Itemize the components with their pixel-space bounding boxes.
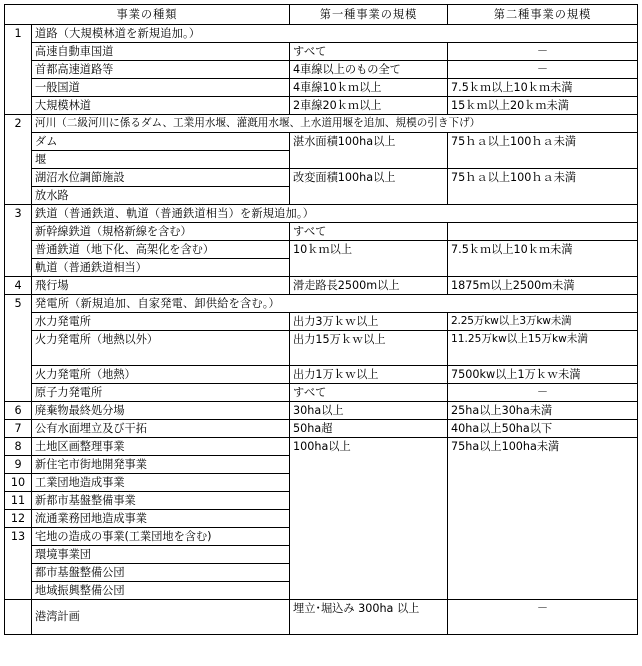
item-name: 湖沼水位調節施設 — [32, 169, 290, 187]
header-second: 第二種事業の規模 — [448, 5, 638, 25]
item-name: 高速自動車国道 — [32, 43, 290, 61]
table-row — [5, 61, 638, 79]
second-scale: 2.25万kw以上3万kw未満 — [448, 313, 638, 331]
item-name: 新幹線鉄道（規格新線を含む） — [32, 223, 290, 241]
category-title: 新住宅市街地開発事業 — [32, 456, 290, 474]
category-title: 宅地の造成の事業(工業団地を含む) — [32, 528, 290, 546]
category-title: 道路（大規模林道を新規追加。） — [32, 25, 638, 43]
row-number: 3 — [5, 205, 32, 277]
second-scale — [448, 223, 638, 241]
first-scale: 50ha超 — [290, 420, 448, 438]
category-title: 河川（二級河川に係るダム、工業用水堰、灌漑用水堰、上水道用堰を追加、規模の引き下げ） — [32, 115, 638, 133]
second-scale: － — [448, 600, 638, 635]
item-name: 地域振興整備公団 — [32, 582, 290, 600]
category-title: 港湾計画 — [32, 600, 290, 635]
item-name: 火力発電所（地熱以外） — [32, 331, 290, 366]
item-name: 環境事業団 — [32, 546, 290, 564]
category-title: 土地区画整理事業 — [32, 438, 290, 456]
table-row — [5, 43, 638, 61]
table-row — [5, 277, 638, 295]
second-scale: 11.25万kw以上15万kw未満 — [448, 331, 638, 366]
second-scale: 25ha以上30ha未満 — [448, 402, 638, 420]
table-row — [5, 402, 638, 420]
row-number: 11 — [5, 492, 32, 510]
item-name: 軌道（普通鉄道相当） — [32, 259, 290, 277]
row-number: 2 — [5, 115, 32, 205]
row-number: 1 — [5, 25, 32, 115]
row-number: 7 — [5, 420, 32, 438]
environmental-assessment-table — [4, 4, 638, 635]
second-scale: 1875m以上2500m未満 — [448, 277, 638, 295]
table-row — [5, 205, 638, 223]
first-scale: 10ｋｍ以上 — [290, 241, 448, 277]
second-scale: － — [448, 43, 638, 61]
table-row — [5, 384, 638, 402]
item-name: 首都高速道路等 — [32, 61, 290, 79]
row-number — [5, 600, 32, 635]
first-scale: 湛水面積100ha以上 — [290, 133, 448, 169]
row-number: 9 — [5, 456, 32, 474]
item-name: 一般国道 — [32, 79, 290, 97]
row-number: 8 — [5, 438, 32, 456]
table-row — [5, 600, 638, 635]
first-scale: すべて — [290, 223, 448, 241]
table-row — [5, 420, 638, 438]
item-name: 水力発電所 — [32, 313, 290, 331]
table-row — [5, 79, 638, 97]
second-scale: 75ｈａ以上100ｈａ未満 — [448, 169, 638, 205]
first-scale: 4車線以上のもの全て — [290, 61, 448, 79]
category-title: 発電所（新規追加、自家発電、卸供給を含む。） — [32, 295, 638, 313]
item-name: 原子力発電所 — [32, 384, 290, 402]
second-scale: 7.5ｋｍ以上10ｋｍ未満 — [448, 241, 638, 277]
item-name: 普通鉄道（地下化、高架化を含む） — [32, 241, 290, 259]
table-row — [5, 133, 638, 151]
row-number: 10 — [5, 474, 32, 492]
item-name: 放水路 — [32, 187, 290, 205]
first-scale: 30ha以上 — [290, 402, 448, 420]
second-scale: 15ｋｍ以上20ｋｍ未満 — [448, 97, 638, 115]
category-title: 鉄道（普通鉄道、軌道（普通鉄道相当）を新規追加。） — [32, 205, 638, 223]
table-row — [5, 25, 638, 43]
table-row — [5, 169, 638, 187]
table-row — [5, 97, 638, 115]
first-scale: すべて — [290, 43, 448, 61]
category-title: 公有水面埋立及び干拓 — [32, 420, 290, 438]
item-name: 大規模林道 — [32, 97, 290, 115]
table-row — [5, 223, 638, 241]
table-row — [5, 438, 638, 456]
table-row — [5, 313, 638, 331]
second-scale: 7500kw以上1万ｋｗ未満 — [448, 366, 638, 384]
row-number: 5 — [5, 295, 32, 402]
first-scale: 100ha以上 — [290, 438, 448, 600]
table-row — [5, 366, 638, 384]
category-title: 工業団地造成事業 — [32, 474, 290, 492]
category-title: 廃棄物最終処分場 — [32, 402, 290, 420]
table-row — [5, 241, 638, 259]
row-number: 12 — [5, 510, 32, 528]
row-number: 4 — [5, 277, 32, 295]
row-number: 6 — [5, 402, 32, 420]
second-scale: 7.5ｋｍ以上10ｋｍ未満 — [448, 79, 638, 97]
first-scale: 2車線20ｋｍ以上 — [290, 97, 448, 115]
table-row — [5, 331, 638, 366]
first-scale: 出力15万ｋｗ以上 — [290, 331, 448, 366]
item-name: 都市基盤整備公団 — [32, 564, 290, 582]
first-scale: 滑走路長2500m以上 — [290, 277, 448, 295]
item-name: ダム — [32, 133, 290, 151]
first-scale: 埋立･堀込み 300ha 以上 — [290, 600, 448, 635]
category-title: 流通業務団地造成事業 — [32, 510, 290, 528]
first-scale: 出力3万ｋｗ以上 — [290, 313, 448, 331]
item-name: 火力発電所（地熱） — [32, 366, 290, 384]
table-row — [5, 295, 638, 313]
second-scale: － — [448, 384, 638, 402]
second-scale: － — [448, 61, 638, 79]
second-scale: 75ha以上100ha未満 — [448, 438, 638, 600]
first-scale: 4車線10ｋｍ以上 — [290, 79, 448, 97]
row-number: 13 — [5, 528, 32, 600]
item-name: 堰 — [32, 151, 290, 169]
first-scale: 改変面積100ha以上 — [290, 169, 448, 205]
table-header — [5, 5, 638, 25]
category-title: 飛行場 — [32, 277, 290, 295]
category-title: 新都市基盤整備事業 — [32, 492, 290, 510]
table-row — [5, 115, 638, 133]
second-scale: 40ha以上50ha以下 — [448, 420, 638, 438]
header-type: 事業の種類 — [5, 5, 290, 25]
header-first: 第一種事業の規模 — [290, 5, 448, 25]
second-scale: 75ｈａ以上100ｈａ未満 — [448, 133, 638, 169]
first-scale: 出力1万ｋｗ以上 — [290, 366, 448, 384]
first-scale: すべて — [290, 384, 448, 402]
